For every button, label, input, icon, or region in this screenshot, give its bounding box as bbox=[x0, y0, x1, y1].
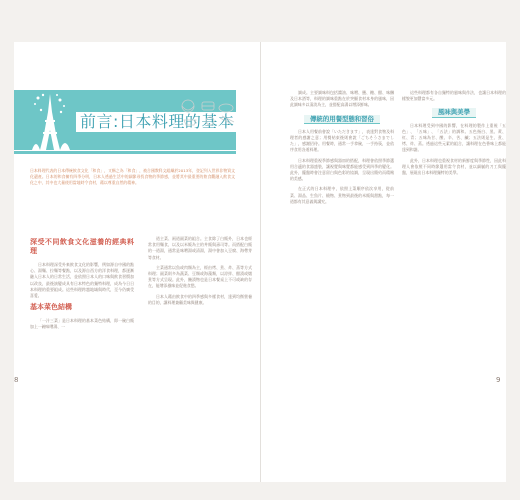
banner-stripe bbox=[14, 151, 236, 154]
paragraph: 這些料理都有各自獨特的風味與作法，也讓日本料理的樣貌更加豐富多元。 bbox=[402, 90, 506, 102]
tokyo-tower-icon bbox=[30, 90, 70, 150]
paragraph: 日本人藉由飲食中的四季感與多樣食材，達到均衡營養的目的，讓料理兼顧美味與健康。 bbox=[148, 293, 252, 305]
paragraph: 主菜通常以魚或肉類為主，經由烤、煮、炸、蒸等方式料理；副菜則多為蔬菜、豆類或海藻類，以涼拌、醋漬或燉煮等方式呈現。此外，醃漬物也是日本餐桌上不可或缺的存在，能增添風味並促進食慾。 bbox=[148, 264, 252, 289]
left-column-1 bbox=[30, 236, 134, 335]
paragraph: 日本料理重視季節感與器皿的搭配，料理會依照季節選用合適的食器盛裝，讓視覺與味覺都能感受到四季的變化。此外，擺盤時會注意留白與色彩的協調，呈現出簡約而精緻的美感。 bbox=[290, 157, 394, 182]
paragraph: 日本人用餐前會說「いただきます」，表達對食物及料理者的感謝之意；用餐結束後則會說「ごちそうさまでした」，感謝招待。用餐時，通常一手拿碗，一手持筷，並依序食用各道料理。 bbox=[290, 128, 394, 153]
section-heading-flavor: 風味與美學 bbox=[432, 108, 476, 117]
section-heading-basic-structure: 基本菜色結構 bbox=[30, 303, 72, 312]
intro-paragraph: 日本料理代表的日本傳統飲食文化「和食」，又稱之為「和食」，被合國教科文組織於2013年，登記列入世界非物質文化遺產。日本的和食擁有四季分明，日本人透過生活中的細節尋找食物的季節感，並將其中最重要的飲食觀融入飲食文化之中，其中也大量使用當地時令食材，藉以尊重自然的精神。 bbox=[30, 168, 235, 186]
section-heading-classic: 深受不同飲食文化滋養的經典料理 bbox=[30, 238, 134, 255]
page-title: 前言:日本料理的基本 bbox=[76, 112, 238, 132]
food-doodle-icon bbox=[176, 96, 236, 128]
left-column-2 bbox=[148, 236, 252, 310]
paragraph: 「一汁三菜」是日本料理的基本菜色結構，即一碗白飯加上一碗味噌湯、一 bbox=[30, 318, 134, 330]
page-number-right: 9 bbox=[496, 376, 501, 384]
paragraph: 道主菜、兩道副菜的組合。主食除了白飯外，日本也經常食用麵食，以及以米飯為主的丼飯與壽司等。而搭配白飯的一道湯，通常是味噌湯或清湯，湯中會加入豆腐、海帶芽等食材。 bbox=[148, 236, 252, 260]
paragraph: 此外，日本料理也重視食材的新鮮度與季節性，因此料理人會依照不同時節選用當令食材，並以細膩的刀工與擺盤，展現出日本料理獨特的美學。 bbox=[402, 157, 506, 176]
page-gutter bbox=[260, 42, 261, 482]
page-number-left: 8 bbox=[14, 376, 19, 384]
paragraph: 調成。主要調味料包括醬油、味噌、鹽、糖、醋、味醂及日本酒等，料理的調味重點在於突顯食材本身的風味，因此調味多以清淡為主，並搭配高湯以增添鮮味。 bbox=[290, 90, 394, 108]
paragraph: 在正式的日本料理中，依照上菜順序依次享用，從前菜、湯品、生魚片、燒物、煮物到最後的米飯與甜點，每一道都有其意義與講究。 bbox=[290, 186, 394, 204]
right-column-2 bbox=[402, 90, 506, 180]
paragraph: 日本料理深受外來飲食文化的影響，例如源自中國的點心、湯麵、拉麵等餐點，以及源自西方的洋食料理，都逐漸融入日本人的日常生活，並依照日本人的口味與飲食習慣加以改良，最後演變成具有日本特色的獨特料理，成為今日日本料理的重要組成。這些料理跨越地域與時代，至今仍廣受喜愛。 bbox=[30, 262, 134, 299]
section-heading-customs: 傳統的用餐型態和習俗 bbox=[304, 115, 380, 124]
paragraph: 日本料理受到中國的影響，在料理的製作上重視「五色」、「五味」、「五法」的調和。五色指白、黑、黃、紅、青；五味為甘、酸、辛、苦、鹹；五法則是生、煮、烤、炸、蒸。透過這些元素的組合，讓料理在色香味上都能達到和諧。 bbox=[402, 122, 506, 153]
right-column-1 bbox=[290, 90, 394, 209]
